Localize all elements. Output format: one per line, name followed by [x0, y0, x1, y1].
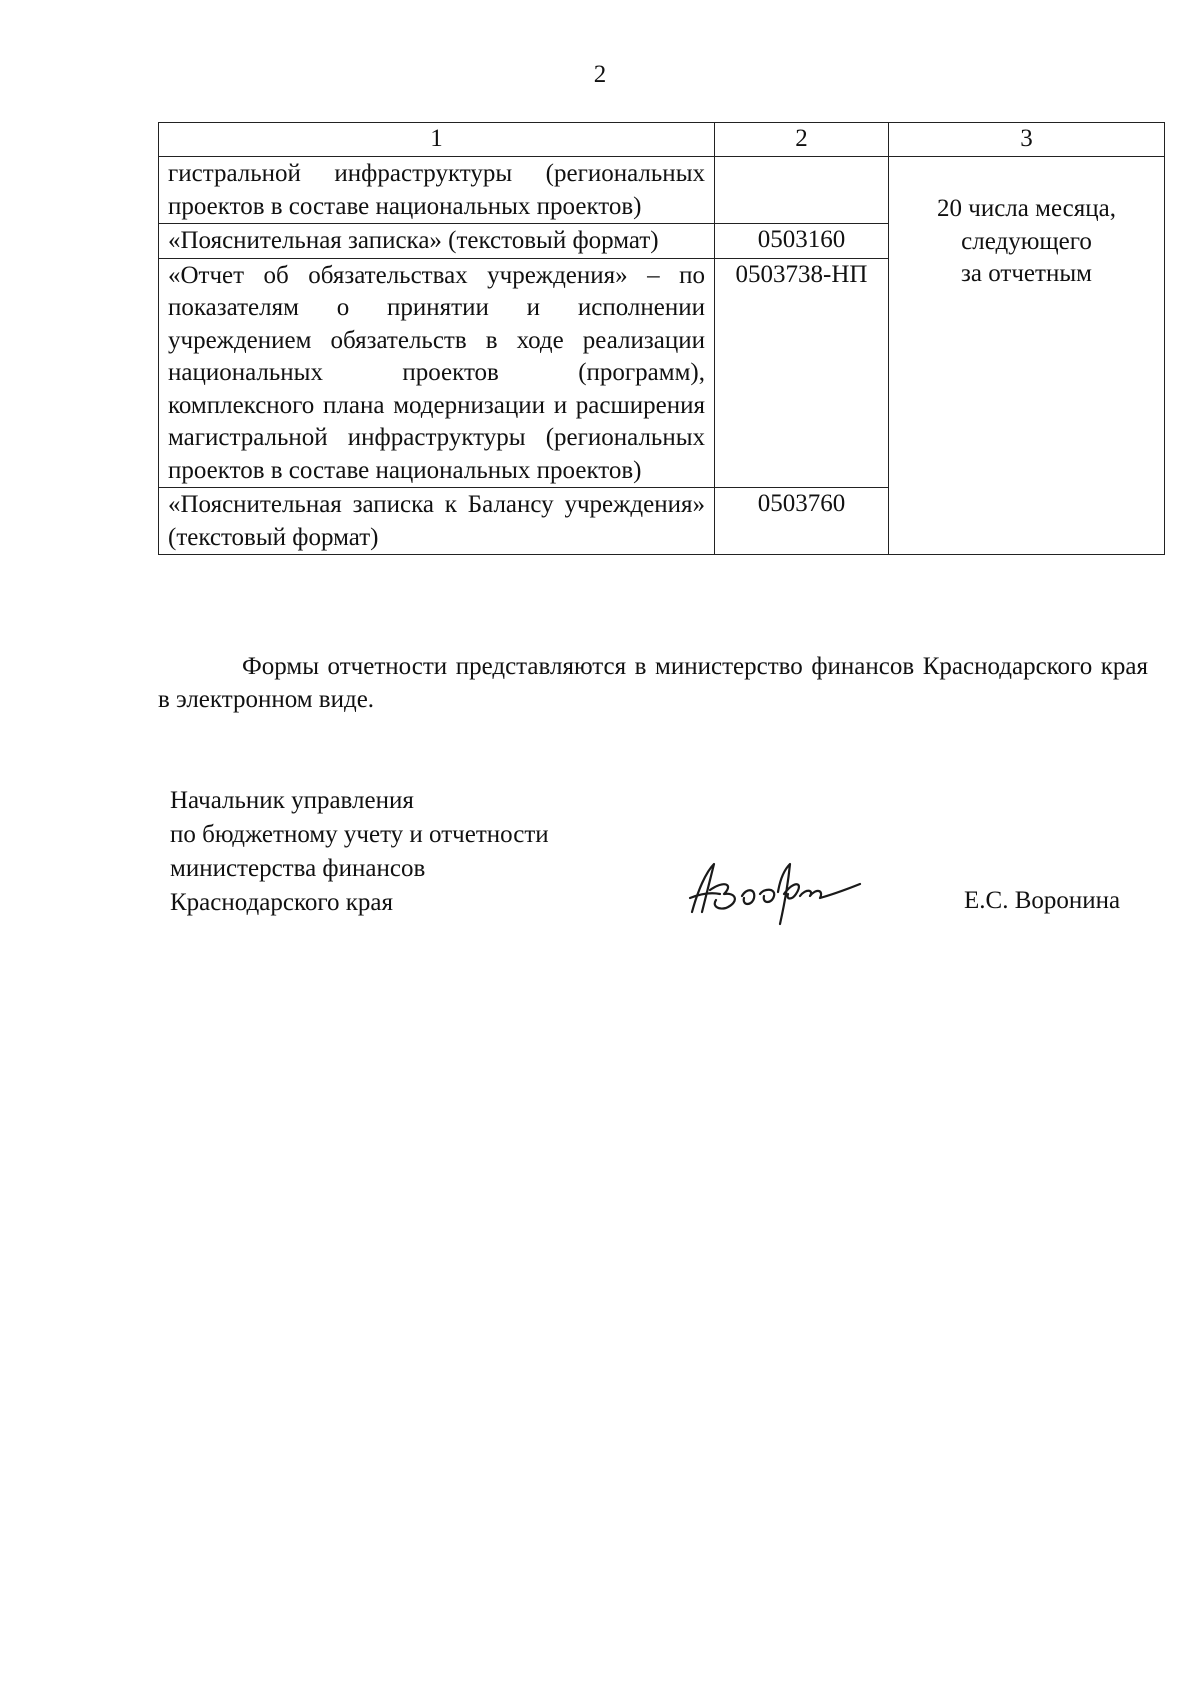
signatory-title-line: Начальник управления — [170, 787, 414, 814]
form-description: «Пояснительная записка к Балансу учреждения» (текстовый формат) — [159, 488, 715, 555]
deadline-line: 20 числа месяца, — [937, 195, 1116, 222]
form-description: гистральной инфраструктуры (региональных проектов в составе национальных проектов) — [159, 157, 715, 224]
deadline-line: следующего — [961, 227, 1092, 255]
column-header-2: 2 — [715, 123, 889, 157]
form-description: «Отчет об обязательствах учреждения» – по показателям о принятии и исполнении учреждением обязательств в ходе реализации национальных проектов (программ), комплексного плана модернизации и расширения магистральной инфраструктуры (региональных проектов в составе национальных проектов) — [159, 258, 715, 488]
signer-name: Е.С. Воронина — [964, 887, 1121, 914]
signatory-title — [170, 784, 549, 920]
signatory-title-line: министерства финансов — [170, 855, 426, 882]
form-code: 0503160 — [715, 224, 889, 259]
table-row — [159, 157, 1165, 224]
report-forms-table — [158, 122, 1165, 555]
form-code: 0503760 — [715, 488, 889, 555]
column-header-3: 3 — [889, 123, 1165, 157]
signatory-title-line: Краснодарского края — [170, 889, 393, 916]
form-description: «Пояснительная записка» (текстовый формат) — [159, 224, 715, 259]
submission-note: Формы отчетности представляются в министерство финансов Краснодарского края в электронном виде. — [158, 653, 1148, 713]
form-code: 0503738-НП — [715, 258, 889, 488]
signatory-title-line: по бюджетному учету и отчетности — [170, 821, 549, 848]
deadline-line: за отчетным — [961, 260, 1092, 287]
page-number: 2 — [593, 61, 607, 88]
table-header-row — [159, 123, 1165, 157]
form-code — [715, 157, 889, 224]
deadline-cell — [889, 157, 1165, 555]
handwritten-signature — [684, 850, 864, 930]
column-header-1: 1 — [159, 123, 715, 157]
